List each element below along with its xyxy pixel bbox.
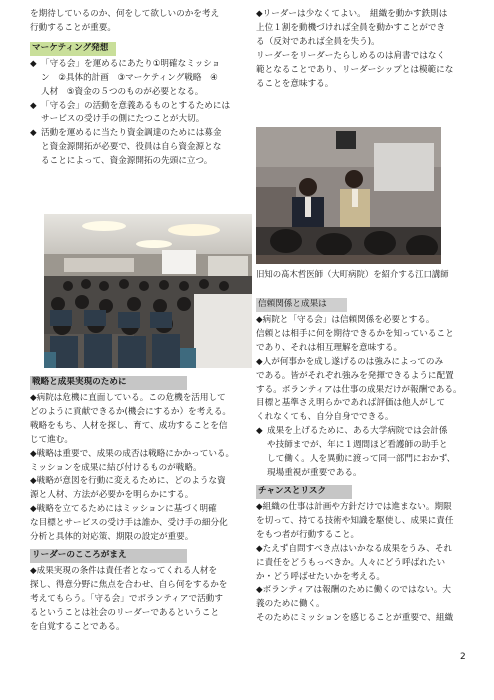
text-line: と資金源開拓が必要で、役員は自ら資金源とな [41, 142, 222, 153]
text-line: か・どう呼ばせたいかを考える。 [256, 571, 385, 582]
text-line: 信頼とは相手に何を期待できるかを知っていること [256, 328, 454, 339]
text-line: 目標と基準さえ明らかであれば評価は他人がして [256, 398, 446, 409]
text-line: 「守る会」の活動を意義あるものとするためには [41, 100, 231, 111]
text-line: 戦略をもち、人材を探し、育て、成功することを信 [30, 420, 228, 431]
text-line: な目標とサービスの受け手は誰か、受け手の細分化 [30, 518, 228, 529]
text-line: くれなくても、自分自身でできる。 [256, 412, 394, 423]
text-line: 義のために働く。 [256, 599, 325, 610]
text-line: ミッションを成果に結び付けるものが戦略。 [30, 462, 202, 473]
text-line: ◆戦略が意図を行動に変えるために、どのような資 [30, 476, 226, 487]
bullet-marker: ◆ [30, 128, 37, 139]
chance-risk-heading: チャンスとリスク [256, 485, 352, 499]
left-column-lower [30, 372, 248, 635]
intro-line-1: を期待しているのか、何をして欲しいのかを考え [30, 9, 220, 19]
text-line: を自覚することである。 [30, 621, 125, 632]
lecture-audience-photo [44, 214, 252, 368]
strategy-bullet-1 [30, 392, 248, 448]
leader-attitude-text [30, 565, 248, 635]
text-line: や技師までが、年に１週間ほど看護師の助手と [267, 440, 448, 451]
text-line: ◆病院は危機に直面している。この危機を活用して [30, 392, 226, 403]
text-line: るということは社会のリーダーであるということ [30, 607, 220, 618]
speakers-photo [256, 127, 441, 264]
trust-text [256, 314, 471, 425]
text-line: ることによって、資金源開拓の先頭に立つ。 [41, 156, 213, 167]
text-line: ◆ボランティアは報酬のために働くのではない。大 [256, 585, 451, 596]
strategy-bullet-4 [30, 503, 248, 545]
right-column-lower [256, 296, 471, 626]
left-column [30, 8, 248, 169]
bullet-marker: ◆ [30, 58, 37, 69]
leader-attitude-heading: リーダーのこころがまえ [30, 549, 187, 563]
photo-caption: 旧知の髙木哲医師（大町病院）を紹介する江口講師 [256, 269, 449, 279]
text-line: る（反対であれば全員を失う)。 [256, 36, 380, 47]
text-line: に責任をどうもっべきか。人々にどう呼ばれたい [256, 557, 446, 568]
text-line: 範となることであり、リーダーシップとは模範にな [256, 64, 454, 75]
page-number: 2 [460, 652, 466, 662]
marketing-bullet-2 [30, 100, 248, 128]
text-line: 活動を運めるに当たり資金調達のためには募金 [41, 128, 222, 139]
text-line: ◆たえず自問すべき点はいかなる成果をうみ、それ [256, 543, 453, 554]
text-line: ることを意味する。 [256, 78, 334, 89]
text-line: ◆戦略を立てるためにはミッションに基づく明確 [30, 504, 217, 515]
text-line: じて進む。 [30, 434, 73, 445]
text-line: 考えてもらう。「守る会」でボランティアで活動す [30, 593, 223, 604]
strategy-bullet-3 [30, 475, 248, 503]
intro-line-2: 行動することが重要。 [30, 22, 116, 33]
marketing-bullet-3 [30, 127, 248, 169]
text-line: ン ②具体的計画 ③マーケティング戦略 ④ [41, 72, 218, 83]
text-line: ◆病院と「守る会」は信頼関係を必要とする。 [256, 314, 435, 325]
marketing-bullet-1 [30, 58, 248, 100]
text-line: そのためにミッションを感じることが重要で、組織 [256, 613, 454, 624]
trust-bullet [256, 425, 471, 481]
marketing-heading: マーケティング発想 [30, 42, 116, 56]
text-line: ◆成果実現の条件は責任者となってくれる人材を [30, 565, 218, 576]
text-line: 上位１割を動機づければ全員を動かすことができ [256, 22, 446, 33]
text-line: リーダーをリーダーたらしめるのは肩書ではなく [256, 50, 446, 61]
text-line: 源と人材、方法が必要かを明らかにする。 [30, 490, 194, 501]
trust-heading: 信頼関係と成果は [256, 298, 347, 312]
text-line: ◆人が何事かを成し遂げるのは強みによってのみ [256, 356, 444, 367]
text-line: である。皆がそれぞれ強みを発揮できるように配置 [256, 370, 454, 381]
strategy-heading: 戦略と成果実現のために [30, 376, 187, 390]
text-line: ◆戦略は重要で、成果の成否は戦略にかかっている。 [30, 448, 235, 459]
text-line: をもつ者が行動すること。 [256, 529, 360, 540]
bullet-marker: ◆ [256, 426, 263, 437]
text-line: ◆リーダーは少なくてよい。 組織を動かす鉄則は [256, 9, 448, 19]
text-line: 成果を上げるために、ある大学病院では会計係 [267, 426, 448, 437]
text-line: 人材 ⑤資金の５つのものが必要となる。 [41, 86, 204, 97]
text-line: であり、それは相互理解を意味する。 [256, 342, 403, 353]
text-line: サービスの受け手の側にたつことが大切。 [41, 114, 205, 125]
text-line: 探し、得意分野に焦点を合わせ、自ら何をするかを [30, 579, 228, 590]
text-line: ◆組織の仕事は計画や方針だけでは進まない。期限 [256, 501, 452, 512]
text-line: 現場重視が重要である。 [267, 468, 362, 479]
strategy-bullet-2 [30, 448, 248, 476]
chance-risk-text [256, 501, 471, 626]
bullet-marker: ◆ [30, 100, 37, 111]
text-line: 「守る会」を運めるにあたり①明確なミッショ [41, 58, 221, 69]
text-line: を切って、持てる技術や知識を駆使し、成果に責任 [256, 515, 454, 526]
text-line: 分析と具体的対応策、期限の設定が重要。 [30, 532, 194, 543]
right-column [256, 8, 471, 92]
text-line: して働く。人を異動に渡って同一部門におかず、 [267, 454, 456, 465]
text-line: する。ボランティアは仕事の成果だけが報酬である。 [256, 384, 462, 395]
text-line: どのように貢献できるか(機会にするか）を考える。 [30, 406, 232, 417]
